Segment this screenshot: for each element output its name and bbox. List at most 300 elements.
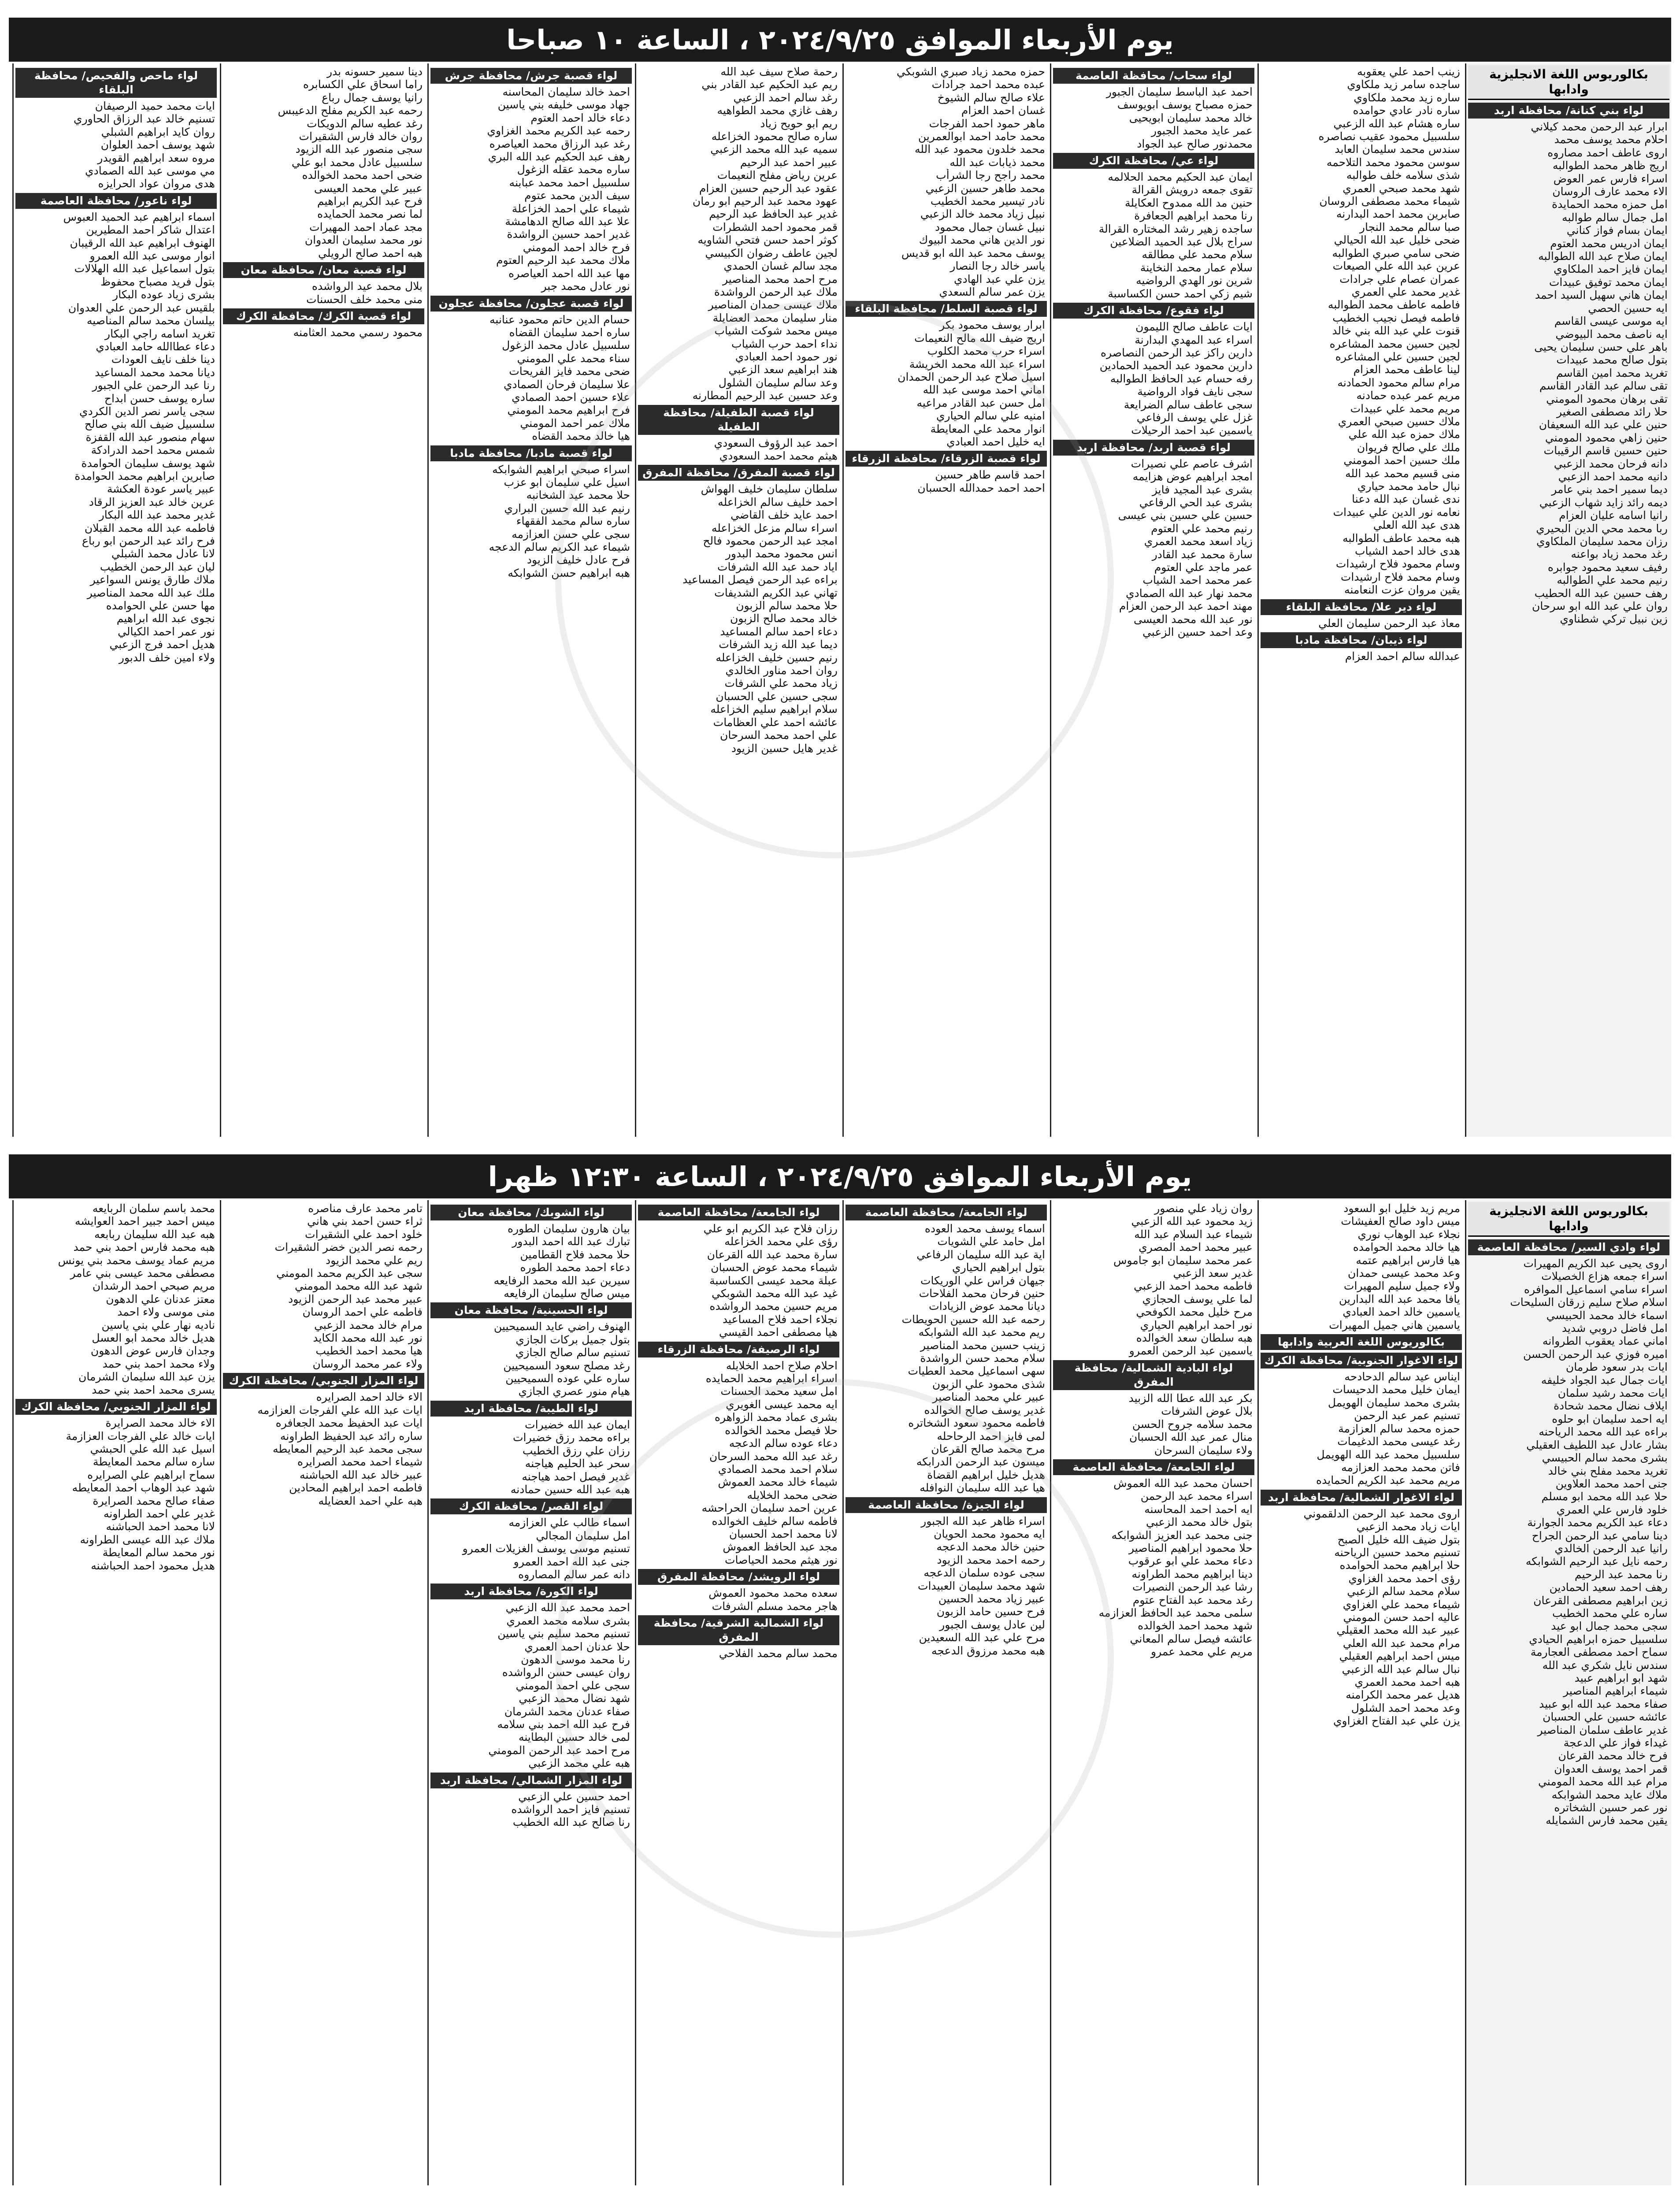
candidate-name: رهف غازي محمد الطواهيه: [717, 104, 838, 117]
candidate-name: اسماء خالد محمد الحبيسي: [1546, 1309, 1668, 1322]
candidate-name: رنيم محمد علي العتوم: [1151, 522, 1253, 535]
candidate-name: فاتن محمد محمد العزازمه: [1341, 1461, 1460, 1474]
candidate-name: ابرار عبد الرحمن محمد كيلاني: [1531, 120, 1668, 133]
candidate-name: رؤى احمد محمد الغزاوي: [1348, 1572, 1460, 1585]
candidate-name: نجلاء عبد الوهاب نوري: [1357, 1228, 1460, 1241]
candidate-name: ميسون عبد الرحمن الدرابكه: [916, 1455, 1045, 1469]
candidate-name: هند ابراهيم سعد الزعبي: [728, 363, 838, 376]
candidate-name: لينا عاطف محمد العزام: [1353, 363, 1460, 376]
candidate-name: فرح خالد محمد القرعان: [1558, 1749, 1668, 1762]
candidate-name: يقين مروان عزت النعامنه: [1344, 583, 1460, 597]
name-column: [220, 63, 426, 1137]
candidate-name: سوسن محمود محمد التلاحمه: [1326, 156, 1460, 169]
candidate-name: ايمان صلاح عبد الله الطوالبه: [1538, 250, 1668, 263]
candidate-name: عمر عايد محمد الجبور: [1151, 124, 1253, 137]
candidate-name: سماح احمد مصطفى العجارمة: [1530, 1646, 1668, 1659]
candidate-name: يوسف محمد عبد الله ابو قديس: [901, 246, 1045, 260]
candidate-name: مريم علي محمد عمرو: [1151, 1645, 1253, 1658]
candidate-name: عبير علي محمد المناصير: [932, 1391, 1045, 1404]
candidate-name: شيماء محمد عوض الحسبان: [711, 1261, 838, 1274]
district-heading: لواء قصبة مادبا/ محافظة مادبا: [430, 445, 632, 461]
candidate-name: ايه حسين الحصي: [1588, 301, 1668, 315]
candidate-name: تسنيم خالد عبد الرزاق الحاوري: [74, 112, 215, 126]
candidate-name: صفاء محمد عبد الله ابو عبيد: [1539, 1697, 1668, 1710]
candidate-name: هديل محمود احمد الحباشنه: [91, 1559, 215, 1572]
candidate-name: حلا فيصل محمد الخوالده: [725, 1424, 838, 1437]
candidate-name: انوار محمد علي المعايطة: [930, 422, 1045, 435]
candidate-name: رزان فلاح عبد الكريم ابو علي: [703, 1222, 838, 1235]
candidate-name: ملاك عبد الرحمن الرواشدة: [714, 285, 838, 298]
candidate-name: رنا محمد موسى الدهون: [521, 1653, 630, 1666]
candidate-name: فاطمه محمد احمد الزعبي: [1134, 1280, 1253, 1293]
district-heading: لواء سحاب/ محافظة العاصمة: [1053, 68, 1254, 84]
candidate-name: لمى فايز احمد الرحاحله: [937, 1429, 1045, 1443]
candidate-name: ملاك حسين صبحي العمري: [1338, 415, 1460, 428]
candidate-name: نور عبد الله محمد العيسى: [1134, 612, 1253, 626]
candidate-name: عمر محمد سليمان ابو جاموس: [1113, 1254, 1253, 1267]
candidate-name: منى محمد خلف الحسنات: [306, 293, 423, 306]
candidate-name: رغد محمد عبد الفتاح عتوم: [1132, 1593, 1253, 1606]
candidate-name: اسراء جمعه هزاع الخصيلات: [1541, 1270, 1668, 1283]
candidate-name: وعد محمد احمد الشلول: [1351, 1701, 1460, 1714]
candidate-name: هدى مروان عواد الحرايزه: [98, 177, 215, 190]
candidate-name: مجد عبد الحافظ العموش: [723, 1540, 838, 1554]
candidate-name: منى موسى ولاء احمد: [117, 1305, 215, 1319]
candidate-name: بشرى عبد المجيد فايز: [1152, 483, 1253, 496]
district-heading: لواء قصبة الزرقاء/ محافظة الزرقاء: [846, 451, 1047, 467]
candidate-name: عبلة محمد عيسى الكساسبة: [709, 1274, 838, 1287]
candidate-name: صبا سالم محمد النجار: [1359, 220, 1460, 234]
candidate-name: جهاد موسى خليفه بني ياسين: [497, 98, 630, 111]
candidate-name: براءه عبد الرحمن فيصل المساعيد: [682, 573, 838, 586]
candidate-name: ميس احمد ابراهيم العقيلي: [1339, 1650, 1460, 1663]
candidate-name: شهد يوسف سليمان الحوامدة: [81, 456, 215, 470]
candidate-name: نجلاء احمد فلاح المساعيد: [722, 1313, 838, 1326]
candidate-name: حمزه محمد زياد صبري الشوبكي: [897, 65, 1045, 78]
district-heading: لواء قصبة جرش/ محافظة جرش: [430, 68, 632, 84]
candidate-name: ياسمين عبد احمد الرحيلات: [1131, 424, 1253, 437]
district-heading: لواء الشوبك/ محافظة معان: [430, 1205, 632, 1220]
candidate-name: ايمان محمد توفيق عبيدات: [1549, 275, 1668, 289]
candidate-name: ندى غسان عبد الله دعنا: [1352, 493, 1460, 506]
candidate-name: وعد احمد حسين الزعبي: [1142, 626, 1253, 639]
candidate-name: ولاء محمد احمد بني حمد: [102, 1357, 215, 1370]
candidate-name: وجدان فارس عوض الدهون: [90, 1344, 215, 1357]
candidate-name: ايمان هاني سهيل السيد احمد: [1535, 289, 1668, 302]
candidate-name: هديل احمد فرج الزعبي: [109, 638, 215, 651]
candidate-name: احسان محمد عبد الله العموش: [1113, 1476, 1253, 1490]
district-heading: لواء الاغوار الشمالية/ محافظة اربد: [1261, 1490, 1462, 1506]
candidate-name: ايه ناصف محمد البيوضي: [1555, 327, 1668, 341]
candidate-name: الاء خالد احمد الصرايره: [316, 1391, 423, 1404]
candidate-name: نور عادل محمد جبر: [541, 280, 630, 293]
candidate-name: حلا محمد عيد الشخانبه: [526, 489, 630, 502]
candidate-name: لجين حسين محمد المشاعره: [1329, 337, 1460, 350]
candidate-name: شيماء خالد محمد العموش: [718, 1476, 838, 1489]
candidate-name: غدير عاطف سلمان المناصير: [1537, 1723, 1668, 1736]
district-heading: لواء ناعور/ محافظة العاصمة: [15, 193, 217, 209]
candidate-name: محمد سلامه جروح الحسن: [1132, 1417, 1253, 1431]
candidate-name: دينا سمير حسونه بدر: [326, 65, 423, 78]
district-heading: لواء الرويشد/ محافظة المفرق: [638, 1569, 839, 1585]
candidate-name: زينب احمد علي يعقوبه: [1357, 65, 1460, 78]
candidate-name: هدى خالد احمد الشياب: [1354, 545, 1460, 558]
candidate-name: رؤى علي محمد الخزاعله: [724, 1235, 838, 1248]
candidate-name: سميه عبد الله محمد الزعبي: [710, 143, 838, 156]
candidate-name: براءه عبد الله محمد الرياحنه: [1539, 1425, 1668, 1439]
candidate-name: يزن عبد الله سليمان الشرمان: [78, 1370, 215, 1383]
candidate-name: اسراء سالم مزعل الخزاعله: [711, 521, 838, 534]
candidate-name: اسماء طالب علي العزازمه: [508, 1516, 630, 1529]
candidate-name: ريم علي محمد الزيود: [325, 1254, 423, 1267]
candidate-name: دارين راكز عبد الرحمن النصاصره: [1100, 346, 1253, 359]
candidate-name: رغد سالم احمد الزعبي: [733, 91, 838, 104]
candidate-name: سجى علي احمد المومني: [515, 1679, 630, 1692]
candidate-name: ملك عبد الله محمد المناصير: [87, 586, 215, 599]
candidate-name: سجى عاطف سالم الضرايعة: [1124, 398, 1253, 411]
candidate-name: دارين محمود عبد الحميد الحمادين: [1099, 359, 1253, 372]
candidate-name: محمد نهار عبد الله الصمادي: [1126, 586, 1253, 600]
candidate-name: هبه احمد محمد العمري: [1354, 1676, 1460, 1688]
columns-container: [9, 63, 1671, 1137]
candidate-name: ناديه نهار علي بني ياسين: [101, 1318, 215, 1331]
candidate-name: حلا عبد الله محمد ابو مسلم: [1541, 1490, 1668, 1503]
candidate-name: عبير زياد محمد الحسين: [938, 1592, 1045, 1605]
candidate-name: روان كايد ابراهيم الشبلي: [101, 125, 215, 138]
candidate-name: رنيم عبد الله حسين البراري: [504, 501, 630, 515]
candidate-name: مريم محمد عبد الكريم الحمايده: [1316, 1474, 1460, 1487]
candidate-name: زين ابراهيم مصطفى القرعان: [1533, 1594, 1668, 1607]
candidate-name: ايه موسى عيسى القاسم: [1554, 315, 1668, 328]
candidate-name: سيرين عبد الله محمد الرفايعه: [493, 1274, 630, 1287]
candidate-name: سلطان سليمان خليف الهواش: [701, 482, 838, 496]
candidate-name: هبه احمد صالح الرويلي: [318, 246, 423, 260]
candidate-name: علا عبد الله صالح الدهامشة: [505, 215, 630, 228]
candidate-name: لمى خالد حسين البطاينه: [518, 1731, 630, 1744]
candidate-name: محمد ذيابات عبد الله: [949, 156, 1045, 169]
name-column: [1257, 1200, 1464, 2185]
candidate-name: نبال حامد محمد حياري: [1357, 480, 1460, 493]
candidate-name: شهد عبد الوهاب احمد المعايطه: [72, 1481, 215, 1495]
candidate-name: رغد عبد الله محمد السرحان: [709, 1450, 838, 1463]
candidate-name: دانيه محمد احمد الزعبي: [1558, 470, 1668, 483]
candidate-name: ولاء عمر محمد الروسان: [312, 1357, 423, 1370]
candidate-name: رحمه عبد الله حسين الحويطات: [901, 1313, 1045, 1326]
candidate-name: براءه محمد رزق خضيرات: [513, 1431, 630, 1444]
candidate-name: شهد نضال محمد الزعبي: [519, 1692, 630, 1705]
candidate-name: مريم محمد علي عبيدات: [1350, 402, 1460, 415]
candidate-name: اسيل صلاح عبد الرحمن الحمدان: [897, 370, 1045, 383]
candidate-name: سارة محمد عبد الله القرعان: [707, 1248, 838, 1261]
candidate-name: ايات جمال عبد الجواد خليفه: [1541, 1373, 1668, 1387]
candidate-name: اية عبد الله سليمان الرفاعي: [916, 1248, 1045, 1261]
candidate-name: ياسمين عبد الرحمن العمرو: [1129, 1344, 1253, 1357]
schedule-section: [9, 18, 1671, 1137]
candidate-name: سلام عمار محمد النخاينة: [1140, 261, 1253, 274]
candidate-name: اماني عماد يعقوب الطروانه: [1542, 1335, 1668, 1348]
candidate-name: رفه حسام عبد الحافظ الطوالبه: [1110, 372, 1253, 385]
candidate-name: شيماء محمد مصطفى الروسان: [1319, 195, 1460, 208]
candidate-name: امل سعيد محمد الحسنات: [720, 1385, 838, 1398]
candidate-name: غدير فيصل احمد هياجنه: [522, 1470, 630, 1483]
candidate-name: بكر عبد الله عطا الله الزبيد: [1128, 1391, 1253, 1405]
name-column: [427, 63, 634, 1137]
candidate-name: سلام محمد سالم الزعبي: [1347, 1585, 1460, 1598]
candidate-name: حمزه محمد سالم العزازمة: [1338, 1422, 1460, 1435]
candidate-name: رزان علي رزق الخطيب: [522, 1444, 630, 1457]
candidate-name: نور عمر احمد الكيالي: [118, 625, 215, 638]
candidate-name: هيا فارس ابراهيم عتمه: [1356, 1254, 1460, 1267]
candidate-name: سيف الدين محمد عتوم: [524, 189, 630, 202]
candidate-name: نور احمد ابراهيم الحياري: [1140, 1318, 1253, 1331]
candidate-name: عبدالله سالم احمد العزام: [1345, 650, 1460, 663]
candidate-name: اروى محمد عبد الرحمن الدلقموني: [1303, 1507, 1460, 1520]
candidate-name: سندس نايل شكري عبد الله: [1542, 1658, 1668, 1672]
candidate-name: مرح علي عبد الله السعيدين: [919, 1631, 1045, 1644]
district-heading: لواء البادية الشمالية/ محافظة المفرق: [1053, 1360, 1254, 1390]
candidate-name: حلا عدنان احمد العمري: [524, 1640, 630, 1653]
candidate-name: ديانا محمد محمد المساعيد: [95, 366, 215, 379]
candidate-name: ماهر حمود احمد الفرجات: [929, 117, 1045, 130]
candidate-name: يسرى محمد احمد بني حمد: [92, 1383, 215, 1396]
candidate-name: بشرى عماد محمد الزواهره: [714, 1411, 838, 1424]
candidate-name: محمد حامد احمد ابوالعمرين: [918, 130, 1045, 143]
district-heading: لواء القصر/ محافظة الكرك: [430, 1498, 632, 1514]
candidate-name: ملاك محمد عبد الرحيم العتوم: [496, 254, 630, 267]
candidate-name: اسراء عبد الله محمد الخريشة: [909, 357, 1045, 371]
candidate-name: مرح احمد عبد الرحمن المومني: [488, 1743, 630, 1757]
name-column: [635, 63, 841, 1137]
candidate-name: ملاك عيسى حمدان المناصير: [708, 298, 838, 312]
candidate-name: ديمه رائد زايد شهاب الزعبي: [1539, 496, 1668, 509]
candidate-name: فاطمه عاطف محمد الطوالبه: [1328, 298, 1460, 312]
candidate-name: ساره سالم محمد المعايطة: [93, 1455, 215, 1469]
candidate-name: معاذ عبد الرحمن سليمان العلي: [1318, 616, 1460, 630]
candidate-name: عبير خالد عبد الله الحباشنه: [300, 1468, 423, 1481]
candidate-name: سلسبيل ضيف الله بني صالح: [84, 418, 215, 431]
candidate-name: الاء خالد محمد الصرايرة: [105, 1417, 215, 1430]
district-heading: لواء الطيبة/ محافظة اربد: [430, 1401, 632, 1417]
candidate-name: زينب حسين محمد المناصير: [920, 1339, 1045, 1352]
candidate-name: ولاء امين خلف الدبور: [119, 651, 215, 664]
candidate-name: بتول صالح محمد عبيدات: [1556, 353, 1668, 367]
candidate-name: سلسبيل حمزه ابراهيم الحيادي: [1529, 1632, 1668, 1646]
candidate-name: هبه عبد الله حسين حمادنه: [510, 1483, 630, 1496]
candidate-name: مرح خليل محمد الكوفحي: [1136, 1305, 1253, 1319]
candidate-name: ايات زياد محمد الزعبي: [1356, 1520, 1460, 1533]
candidate-name: شيماء احمد محمد الصرايره: [297, 1455, 423, 1469]
candidate-name: مها عبد الله احمد العياصره: [508, 267, 630, 280]
candidate-name: وعد سالم سليمان الشلول: [718, 376, 838, 389]
candidate-name: شذى سلامه خلف طوالبه: [1346, 169, 1460, 182]
candidate-name: رنيم محمد علي الطوالبه: [1557, 574, 1668, 587]
candidate-name: عرين رياض مفلح النعيمات: [717, 169, 838, 182]
candidate-name: ريم محمد عبد الله الشوابكه: [918, 1326, 1045, 1339]
candidate-name: الهنوف راضي عايد السميحيين: [493, 1320, 630, 1333]
candidate-name: غدير عبد الحافظ عبد الرحيم: [709, 208, 838, 221]
candidate-name: اسراء فارس عمر العوض: [1553, 172, 1668, 185]
candidate-name: رانيا عبد الرحمن الخالدي: [1554, 1542, 1668, 1555]
candidate-name: ايمان ادريس محمد العتوم: [1550, 237, 1668, 250]
candidate-name: سجى علي حسن العزازمه: [512, 527, 630, 541]
candidate-name: بتول اسماعيل عبد الله الهلالات: [74, 262, 215, 275]
candidate-name: تغريد اسامه راجي البكار: [105, 327, 215, 340]
candidate-name: مروه سعد ابراهيم القويدر: [97, 151, 215, 164]
candidate-name: ايناس عيد سالم الدحادحه: [1344, 1370, 1460, 1383]
name-column: [1050, 1200, 1256, 2185]
candidate-name: ساره هشام عبد الله الزعبي: [1333, 117, 1460, 130]
candidate-name: فاطمه فيصل نجيب الخطيب: [1332, 311, 1460, 324]
candidate-name: ساره علي عوده السميحيين: [505, 1372, 630, 1385]
candidate-name: بشرى عبد الحي الرفاعي: [1139, 496, 1253, 509]
candidate-name: نور هيثم محمد الحياصات: [724, 1553, 838, 1566]
candidate-name: سلمى محمد عبد الحافظ العزازمه: [1098, 1606, 1253, 1619]
candidate-name: عقود عبد الرحيم حسين العزام: [699, 182, 838, 195]
district-heading: لواء بني كنانة/ محافظة اربد: [1468, 103, 1669, 119]
candidate-name: شذى محمود علي الزبون: [932, 1377, 1045, 1391]
candidate-name: تسنيم محمد سليم بني ياسين: [497, 1627, 630, 1640]
candidate-name: لجين عاطف رضوان الكبيسي: [705, 246, 838, 260]
candidate-name: سراج بلال عبد الحميد الضلاعين: [1110, 235, 1253, 248]
district-heading: لواء ذيبان/ محافظة مادبا: [1261, 632, 1462, 648]
candidate-name: حلا محمد فلاح القطامين: [520, 1248, 630, 1261]
candidate-name: اريج ظاهر محمد الطوالبه: [1552, 159, 1668, 172]
candidate-name: امل حامد علي الشويات: [937, 1235, 1045, 1248]
candidate-name: سلام ابراهيم سليم الخزاعله: [710, 703, 838, 716]
candidate-name: عهود محمد عبد الرحيم ابو رمان: [692, 195, 838, 208]
candidate-name: بشرى محمد سليمان الهويمل: [1328, 1396, 1460, 1409]
candidate-name: سجى محمد جمال ابو عيد: [1551, 1620, 1668, 1633]
candidate-name: ملاك طارق يونس السواعير: [90, 573, 215, 586]
candidate-name: دينا ابراهيم محمد الطراونه: [1131, 1567, 1253, 1580]
candidate-name: ايات خالد علي الفرجات العزازمة: [66, 1429, 215, 1443]
candidate-name: رحمه عبد الكريم محمد الغزاوي: [487, 124, 630, 137]
candidate-name: حنين فرحان محمد الفلاحات: [919, 1287, 1045, 1300]
candidate-name: ابرار يوسف محمود بكر: [939, 319, 1045, 332]
candidate-name: سلسبيل محمد عبد الله الهويمل: [1317, 1448, 1460, 1461]
candidate-name: سارة محمد عبد القادر: [1152, 548, 1253, 561]
candidate-name: ساره سالم محمد الفقهاء: [516, 515, 630, 528]
candidate-name: ميس داود صالح العفيشات: [1341, 1215, 1460, 1228]
candidate-name: تبارك عبد الله احمد البدور: [512, 1235, 630, 1248]
candidate-name: تسنيم عمر عبد الرحمن: [1354, 1409, 1460, 1422]
candidate-name: رزان محمد سليمان الملكاوي: [1536, 535, 1668, 548]
candidate-name: امنيه علي سالم الحياري: [936, 409, 1045, 423]
candidate-name: سلام محمد حسن الرواشدة: [920, 1352, 1045, 1365]
name-column: [427, 1200, 634, 2185]
candidate-name: هبه علي احمد العضايله: [318, 1494, 423, 1507]
candidate-name: مرام محمد عبد الله العلي: [1343, 1636, 1460, 1650]
candidate-name: شمس محمد احمد الدرادكة: [91, 444, 215, 457]
candidate-name: شهد محمد احمد الخوالده: [1138, 1619, 1253, 1632]
candidate-name: محمد باسم سلمان الربايعه: [92, 1202, 215, 1215]
candidate-name: بشرى محمد سالم الحبيسي: [1542, 1451, 1668, 1465]
candidate-name: شهد ابو ابراهيم عبيد: [1574, 1672, 1668, 1684]
candidate-name: رغد مصلح سعود السميحيين: [503, 1359, 630, 1372]
candidate-name: رنا محمد ابراهيم الجعافرة: [1134, 209, 1253, 223]
candidate-name: بشار عادل عبد اللطيف العقيلي: [1526, 1438, 1668, 1451]
candidate-name: شيماء عبد السلام عبد الله: [1134, 1228, 1253, 1241]
candidate-name: رغد عيسى محمد الدغيمات: [1337, 1435, 1460, 1448]
candidate-name: نور محمد سالم المعايطة: [102, 1546, 215, 1559]
candidate-name: ايمان خليل محمد الدحيسات: [1332, 1383, 1460, 1396]
candidate-name: بتول ابراهيم الحياري: [952, 1261, 1045, 1274]
candidate-name: ايات محمد رشيد سلمان: [1558, 1387, 1668, 1400]
candidate-name: ياسمين خالد احمد العبادي: [1343, 1305, 1460, 1319]
name-column: [1050, 63, 1256, 1137]
candidate-name: ديما عبد الله زيد الشرفات: [719, 638, 838, 651]
candidate-name: محمود رسمي محمد العثامنه: [293, 326, 423, 339]
candidate-name: ايمان عبد الله خضيرات: [525, 1418, 630, 1431]
candidate-name: هديل خليل ابراهيم القضاة: [927, 1468, 1045, 1481]
candidate-name: يزن علي عبد الهادي: [954, 272, 1045, 286]
candidate-name: عبده محمد احمد جرادات: [931, 78, 1045, 91]
degree-heading: بكالوريوس اللغة الانجليزية وادابها: [1468, 65, 1669, 100]
candidate-name: اسيل علي سليمان ابو عزب: [504, 475, 630, 489]
candidate-name: رهف احمد سعيد الحمادين: [1549, 1581, 1668, 1594]
candidate-name: دعاء احمد سالم المساعيد: [720, 625, 838, 638]
candidate-name: انس محمود محمد البدور: [725, 547, 838, 560]
candidate-name: قمر احمد يوسف العدوان: [1554, 1762, 1668, 1775]
candidate-name: هبه علي محمد الزعبي: [528, 1757, 630, 1770]
candidate-name: ملاك عايد محمد الشوابكه: [1551, 1788, 1668, 1801]
district-heading: لواء قصبة معان/ محافظة معان: [223, 262, 424, 278]
candidate-name: ميس محمد شوكت الشياب: [714, 324, 838, 337]
candidate-name: عبير محمد عبد الرحمن الزيود: [288, 1292, 423, 1305]
candidate-name: بيان هارون سليمان الطوره: [508, 1222, 630, 1235]
candidate-name: شهد محمد صبحي العمري: [1343, 182, 1460, 195]
candidate-name: رنيم حسين خليف الخزاعله: [716, 651, 838, 664]
candidate-name: تسنيم فايز احمد الرواشده: [511, 1803, 630, 1816]
candidate-name: سلام احمد محمد الصمادي: [718, 1462, 838, 1476]
candidate-name: ايه محمود محمد الحويان: [934, 1527, 1045, 1540]
candidate-name: منال عمر عبد الله الحسبان: [1129, 1431, 1253, 1444]
candidate-name: اروى يحيى عبد الكريم المهيرات: [1523, 1257, 1668, 1270]
candidate-name: باهر علي حسن سليمان يحيى: [1534, 340, 1668, 353]
candidate-name: هيا محمد احمد الخطيب: [315, 1344, 423, 1357]
candidate-name: سعده محمد محمود العموش: [708, 1587, 838, 1600]
candidate-name: زياد محمد علي الشرفات: [724, 677, 838, 690]
district-heading: لواء المزار الشمالي/ محافظة اربد: [430, 1773, 632, 1788]
district-heading: لواء وادي السير/ محافظة العاصمة: [1468, 1239, 1669, 1255]
candidate-name: اعتدال شاكر احمد المطيرين: [86, 223, 215, 237]
candidate-name: مصطفى محمد عيسى بني عامر: [70, 1267, 215, 1280]
candidate-name: ساره محمد عقله الزغول: [517, 163, 630, 176]
candidate-name: صابرين ابراهيم محمد الحوامدة: [74, 469, 215, 482]
name-column: [635, 1200, 841, 2185]
district-heading: لواء الاغوار الجنوبية/ محافظة الكرك: [1261, 1353, 1462, 1369]
candidate-name: حلا ابراهيم محمد الحوامده: [1339, 1559, 1460, 1572]
name-column: [842, 1200, 1049, 2185]
candidate-name: صفاء صالح محمد الصرايرة: [93, 1494, 215, 1507]
candidate-name: هيام منور عصري الجازي: [518, 1385, 630, 1398]
candidate-name: شيماء عبد الكريم سالم الدعجه: [489, 541, 630, 553]
district-heading: لواء قصبة عجلون/ محافظة عجلون: [430, 296, 632, 312]
candidate-name: نجوى عبد الله ابراهيم: [116, 612, 215, 625]
candidate-name: هدى عبد الله العلي: [1373, 519, 1460, 532]
candidate-name: غدير محمد عبد الله البكار: [99, 508, 215, 522]
name-column: [842, 63, 1049, 1137]
candidate-name: عمر ماجد علي العتوم: [1154, 561, 1253, 574]
candidate-name: اسراء ابراهيم محمد الحمايده: [705, 1372, 838, 1385]
candidate-name: نبيل غسان جمال محمود: [935, 220, 1045, 234]
candidate-name: سجى عوده سلمان الدعجه: [923, 1566, 1045, 1580]
candidate-name: تسنيم محمد حسين الرياحنه: [1334, 1546, 1460, 1559]
candidate-name: امل سليمان المجالي: [536, 1529, 630, 1542]
candidate-name: رانيا اسامه عليان العزام: [1559, 509, 1668, 522]
candidate-name: احمد قاسم طاهر حسين: [935, 468, 1045, 482]
candidate-name: امل فاضل دروبي شديد: [1561, 1322, 1668, 1335]
